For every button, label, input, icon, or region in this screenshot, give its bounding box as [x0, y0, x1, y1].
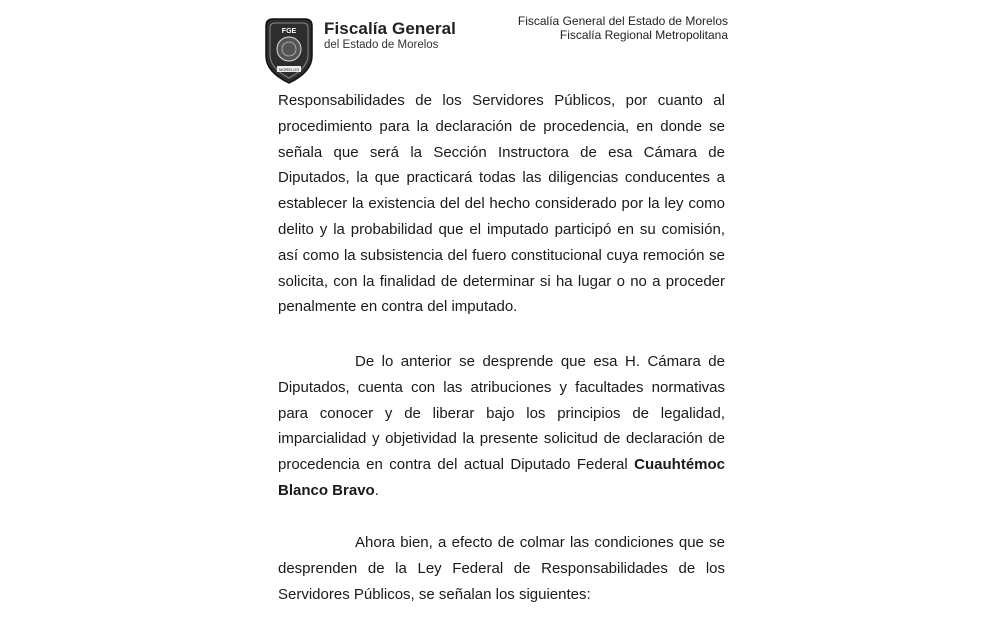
header-agency	[518, 14, 728, 42]
paragraph-2	[278, 349, 725, 504]
paragraph-1: Responsabilidades de los Servidores Públicos, por cuanto al procedimiento para la declaración de procedencia, en donde se señala que será la Sección Instructora de esa Cámara de Diputados, la que practicará todas las diligencias conducentes a establecer la existencia del del hecho considerado por la ley como delito y la probabilidad que el imputado participó en su comisión, así como la subsistencia del fuero constitucional cuya remoción se solicita, con la finalidad de determinar si ha lugar o no a proceder penalmente en contra del imputado.	[278, 92, 725, 316]
paragraph-2-end: .	[374, 481, 379, 499]
paragraph-3-text: Ahora bien, a efecto de colmar las condiciones que se desprenden de la Ley Federal de Responsabilidades de los Servidores Públicos, se señalan los siguientes:	[278, 534, 725, 603]
deputy-name: Cuauhtémoc Blanco Bravo	[278, 456, 725, 499]
fge-badge-icon	[262, 16, 316, 86]
fge-logo	[262, 16, 456, 86]
header-line-2: Fiscalía Regional Metropolitana	[559, 28, 728, 42]
badge-bottom-text: MORELOS	[278, 67, 300, 72]
badge-text: FGE	[281, 28, 297, 35]
paragraph-3	[278, 530, 725, 607]
header-line-1: Fiscalía General del Estado de Morelos	[517, 14, 728, 28]
logo-title: Fiscalía General	[324, 19, 457, 38]
paragraph-2-text: De lo anterior se desprende que esa H. Cámara de Diputados, cuenta con las atribuciones y facultades normativas para conocer y de liberar bajo los principios de legalidad, imparcialidad y objetividad la presente solicitud de declaración de procedencia en contra del actual Diputado Federal	[278, 353, 725, 474]
logo-subtitle: del Estado de Morelos	[324, 39, 439, 51]
